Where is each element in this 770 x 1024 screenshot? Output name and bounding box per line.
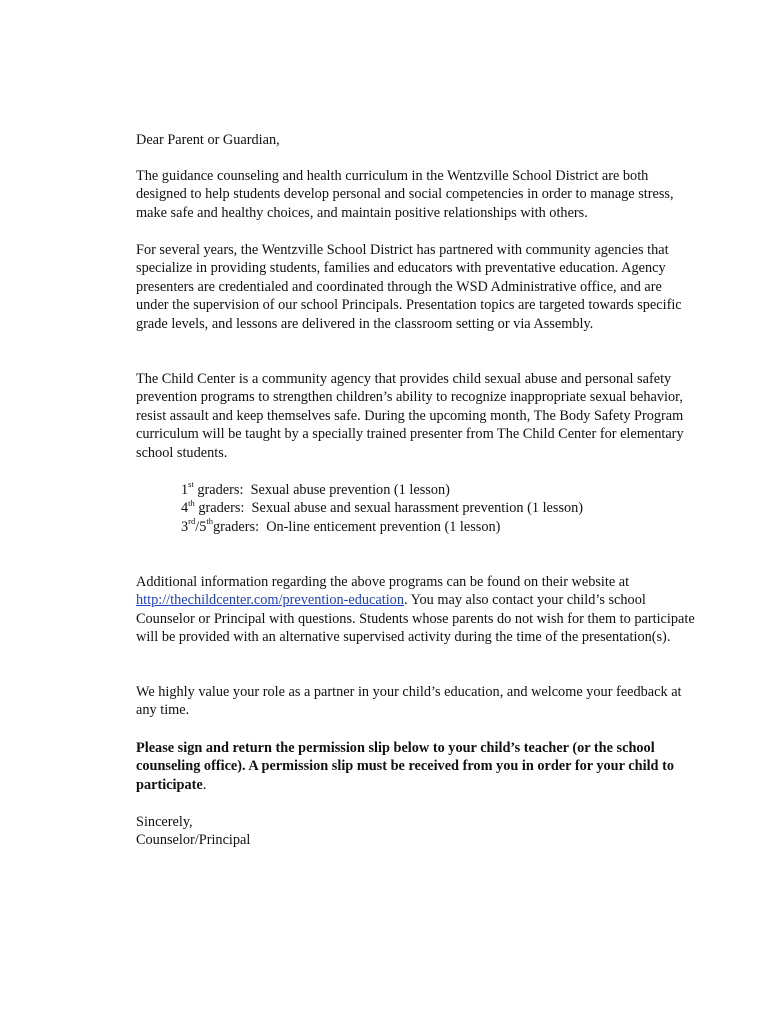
additional-info-paragraph: [136, 573, 696, 647]
grade-number-second: /5: [195, 518, 207, 535]
intro-paragraph: [136, 167, 696, 222]
additional-info-rest: . You may also contact your child’s school Counselor or Principal with questions. Students whose parents do not wish for them to participate will be provided with an alternative supervised activity during the time of the presentation(s).: [136, 592, 695, 646]
child-center-paragraph-text: The Child Center is a community agency that provides child sexual abuse and personal safety prevention programs to strengthen children’s ability to recognize inappropriate sexual behavior, resist assault and keep themselves safe. During the upcoming month, The Body Safety Program curriculum will be taught by a specially trained presenter from The Child Center for elementary school students.: [136, 371, 684, 461]
grade-ordinal-suffix: th: [188, 497, 195, 508]
greeting-text: Dear Parent or Guardian,: [136, 132, 280, 148]
prevention-education-link[interactable]: http://thechildcenter.com/prevention-education: [136, 592, 404, 609]
permission-instructions-text: [136, 739, 696, 794]
grade-number: 1: [181, 482, 189, 498]
additional-info-lead: Additional information regarding the above programs can be found on their website at: [136, 574, 630, 590]
grade-ordinal-suffix: rd: [188, 516, 196, 527]
greeting: [136, 131, 696, 149]
child-center-paragraph: [136, 370, 696, 462]
grade-number: 4: [181, 500, 189, 517]
grade-description: graders: Sexual abuse and sexual harassment prevention (1 lesson): [194, 500, 584, 517]
grade-item-first: [181, 481, 681, 499]
permission-instructions-bold: Please sign and return the permission slip below to your child’s teacher (or the school counseling office). A permission slip must be received from you in order for your child to participate: [136, 740, 674, 793]
grade-ordinal-suffix: st: [188, 479, 194, 490]
grade-item-third-fifth: [181, 518, 681, 536]
sign-off: Sincerely,: [136, 814, 193, 830]
partner-paragraph-text: We highly value your role as a partner in your child’s education, and welcome your feedback at any time.: [136, 684, 682, 719]
partnership-paragraph-text: For several years, the Wentzville School District has partnered with community agencies that specialize in providing students, families and educators with preventative education. Agency presenters are credentialed and coordinated through the WSD Administrative office, and are under the supervision of our school Principals. Presentation topics are targeted towards specific grade levels, and lessons are delivered in the classroom setting or via Assembly.: [136, 242, 682, 332]
grade-description: graders: On-line enticement prevention (1 lesson): [213, 518, 501, 535]
grade-list: [181, 481, 681, 536]
partner-paragraph: [136, 683, 696, 720]
partnership-paragraph: [136, 241, 696, 333]
grade-description: graders: Sexual abuse prevention (1 lesson): [193, 482, 450, 498]
additional-info-text: [136, 573, 696, 647]
grade-number: 3: [181, 518, 189, 535]
signature: Counselor/Principal: [136, 832, 251, 849]
intro-paragraph-text: The guidance counseling and health curriculum in the Wentzville School District are both designed to help students develop personal and social competencies in order to manage stress, make safe and healthy choices, and maintain positive relationships with others.: [136, 168, 674, 221]
grade-ordinal-suffix-second: th: [206, 516, 213, 527]
grade-item-fourth: [181, 499, 681, 517]
closing: [136, 813, 696, 850]
permission-instructions: [136, 739, 696, 794]
permission-instructions-period: .: [202, 776, 207, 793]
